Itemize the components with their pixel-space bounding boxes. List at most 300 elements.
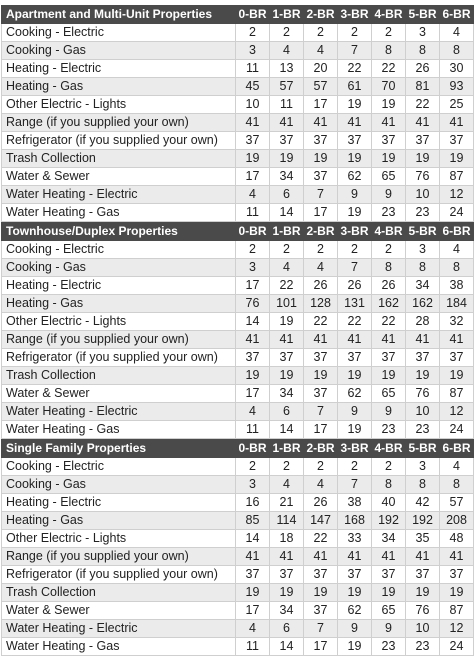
value-cell: 23 (372, 204, 406, 222)
value-cell: 19 (304, 367, 338, 385)
table-row (2, 403, 474, 421)
value-cell: 19 (338, 638, 372, 656)
value-cell: 11 (236, 421, 270, 439)
row-label: Water Heating - Electric (2, 403, 236, 421)
value-cell: 23 (406, 638, 440, 656)
value-cell: 57 (270, 78, 304, 96)
column-header: 6-BR (440, 223, 474, 241)
column-header: 0-BR (236, 223, 270, 241)
table-row (2, 385, 474, 403)
value-cell: 26 (304, 277, 338, 295)
value-cell: 19 (338, 584, 372, 602)
value-cell: 9 (372, 186, 406, 204)
value-cell: 2 (236, 24, 270, 42)
value-cell: 7 (304, 620, 338, 638)
value-cell: 7 (304, 186, 338, 204)
value-cell: 4 (270, 259, 304, 277)
value-cell: 17 (304, 204, 338, 222)
value-cell: 41 (236, 331, 270, 349)
value-cell: 2 (304, 241, 338, 259)
value-cell: 19 (440, 367, 474, 385)
table-row (2, 476, 474, 494)
section-header-row (2, 440, 474, 458)
column-header: 3-BR (338, 223, 372, 241)
row-label: Heating - Electric (2, 60, 236, 78)
value-cell: 41 (270, 114, 304, 132)
value-cell: 76 (406, 168, 440, 186)
value-cell: 34 (406, 277, 440, 295)
row-label: Range (if you supplied your own) (2, 114, 236, 132)
column-header: 1-BR (270, 440, 304, 458)
value-cell: 62 (338, 168, 372, 186)
value-cell: 4 (236, 620, 270, 638)
row-label: Cooking - Electric (2, 24, 236, 42)
value-cell: 4 (304, 476, 338, 494)
value-cell: 19 (236, 150, 270, 168)
value-cell: 4 (304, 259, 338, 277)
column-header: 3-BR (338, 440, 372, 458)
value-cell: 41 (440, 331, 474, 349)
value-cell: 2 (270, 458, 304, 476)
value-cell: 11 (236, 638, 270, 656)
value-cell: 3 (406, 458, 440, 476)
value-cell: 22 (338, 313, 372, 331)
value-cell: 37 (406, 349, 440, 367)
value-cell: 37 (270, 132, 304, 150)
column-header: 5-BR (406, 6, 440, 24)
value-cell: 19 (270, 367, 304, 385)
value-cell: 34 (270, 602, 304, 620)
value-cell: 2 (338, 241, 372, 259)
value-cell: 22 (270, 277, 304, 295)
row-label: Water Heating - Gas (2, 638, 236, 656)
table-row (2, 150, 474, 168)
row-label: Cooking - Gas (2, 42, 236, 60)
section-header-row (2, 6, 474, 24)
table-row (2, 60, 474, 78)
table-row (2, 295, 474, 313)
value-cell: 184 (440, 295, 474, 313)
value-cell: 19 (338, 150, 372, 168)
value-cell: 18 (270, 530, 304, 548)
table-row (2, 96, 474, 114)
value-cell: 14 (236, 313, 270, 331)
value-cell: 65 (372, 385, 406, 403)
row-label: Water & Sewer (2, 385, 236, 403)
value-cell: 14 (270, 204, 304, 222)
value-cell: 19 (372, 150, 406, 168)
row-label: Trash Collection (2, 150, 236, 168)
value-cell: 37 (304, 385, 338, 403)
value-cell: 33 (338, 530, 372, 548)
value-cell: 4 (304, 42, 338, 60)
value-cell: 3 (406, 241, 440, 259)
column-header: 5-BR (406, 223, 440, 241)
value-cell: 6 (270, 186, 304, 204)
value-cell: 41 (304, 331, 338, 349)
value-cell: 21 (270, 494, 304, 512)
value-cell: 26 (338, 277, 372, 295)
row-label: Range (if you supplied your own) (2, 548, 236, 566)
value-cell: 24 (440, 638, 474, 656)
value-cell: 37 (406, 132, 440, 150)
row-label: Heating - Electric (2, 277, 236, 295)
value-cell: 41 (338, 548, 372, 566)
value-cell: 45 (236, 78, 270, 96)
value-cell: 41 (236, 114, 270, 132)
value-cell: 3 (236, 476, 270, 494)
townhouse-table (1, 222, 474, 439)
value-cell: 37 (236, 132, 270, 150)
value-cell: 9 (338, 620, 372, 638)
column-header: 1-BR (270, 6, 304, 24)
value-cell: 2 (338, 24, 372, 42)
value-cell: 8 (406, 476, 440, 494)
value-cell: 2 (236, 458, 270, 476)
value-cell: 81 (406, 78, 440, 96)
value-cell: 19 (406, 367, 440, 385)
value-cell: 65 (372, 168, 406, 186)
section-title: Single Family Properties (2, 440, 236, 458)
value-cell: 147 (304, 512, 338, 530)
table-row (2, 259, 474, 277)
row-label: Heating - Gas (2, 78, 236, 96)
value-cell: 22 (304, 313, 338, 331)
value-cell: 87 (440, 602, 474, 620)
value-cell: 37 (304, 566, 338, 584)
table-row (2, 638, 474, 656)
value-cell: 17 (236, 168, 270, 186)
row-label: Trash Collection (2, 584, 236, 602)
value-cell: 61 (338, 78, 372, 96)
table-row (2, 277, 474, 295)
value-cell: 70 (372, 78, 406, 96)
row-label: Cooking - Electric (2, 458, 236, 476)
column-header: 3-BR (338, 6, 372, 24)
value-cell: 41 (338, 331, 372, 349)
row-label: Other Electric - Lights (2, 313, 236, 331)
value-cell: 17 (304, 421, 338, 439)
column-header: 2-BR (304, 6, 338, 24)
value-cell: 19 (406, 584, 440, 602)
value-cell: 11 (236, 60, 270, 78)
value-cell: 37 (270, 566, 304, 584)
value-cell: 162 (406, 295, 440, 313)
value-cell: 65 (372, 602, 406, 620)
row-label: Range (if you supplied your own) (2, 331, 236, 349)
table-row (2, 204, 474, 222)
value-cell: 19 (440, 150, 474, 168)
value-cell: 23 (372, 638, 406, 656)
value-cell: 87 (440, 168, 474, 186)
value-cell: 19 (236, 584, 270, 602)
table-row (2, 132, 474, 150)
value-cell: 192 (372, 512, 406, 530)
value-cell: 11 (270, 96, 304, 114)
value-cell: 76 (406, 602, 440, 620)
value-cell: 19 (270, 313, 304, 331)
value-cell: 6 (270, 620, 304, 638)
value-cell: 2 (236, 241, 270, 259)
value-cell: 30 (440, 60, 474, 78)
value-cell: 41 (406, 114, 440, 132)
value-cell: 13 (270, 60, 304, 78)
value-cell: 10 (406, 620, 440, 638)
value-cell: 8 (440, 476, 474, 494)
value-cell: 101 (270, 295, 304, 313)
row-label: Other Electric - Lights (2, 96, 236, 114)
value-cell: 37 (440, 349, 474, 367)
value-cell: 37 (338, 349, 372, 367)
value-cell: 22 (372, 60, 406, 78)
value-cell: 2 (270, 241, 304, 259)
value-cell: 37 (236, 566, 270, 584)
value-cell: 19 (372, 584, 406, 602)
value-cell: 28 (406, 313, 440, 331)
table-row (2, 168, 474, 186)
value-cell: 42 (406, 494, 440, 512)
value-cell: 37 (372, 349, 406, 367)
value-cell: 57 (440, 494, 474, 512)
value-cell: 17 (236, 602, 270, 620)
value-cell: 12 (440, 620, 474, 638)
column-header: 6-BR (440, 440, 474, 458)
row-label: Refrigerator (if you supplied your own) (2, 132, 236, 150)
value-cell: 12 (440, 403, 474, 421)
value-cell: 7 (304, 403, 338, 421)
row-label: Water Heating - Gas (2, 421, 236, 439)
value-cell: 26 (372, 277, 406, 295)
value-cell: 2 (304, 458, 338, 476)
value-cell: 93 (440, 78, 474, 96)
value-cell: 87 (440, 385, 474, 403)
value-cell: 19 (406, 150, 440, 168)
value-cell: 41 (372, 331, 406, 349)
value-cell: 3 (406, 24, 440, 42)
value-cell: 192 (406, 512, 440, 530)
column-header: 0-BR (236, 6, 270, 24)
value-cell: 8 (372, 476, 406, 494)
section-title: Apartment and Multi-Unit Properties (2, 6, 236, 24)
value-cell: 19 (440, 584, 474, 602)
value-cell: 19 (372, 367, 406, 385)
value-cell: 2 (372, 24, 406, 42)
value-cell: 37 (304, 602, 338, 620)
table-row (2, 114, 474, 132)
table-row (2, 367, 474, 385)
value-cell: 20 (304, 60, 338, 78)
table-row (2, 78, 474, 96)
value-cell: 37 (304, 168, 338, 186)
value-cell: 10 (236, 96, 270, 114)
value-cell: 7 (338, 259, 372, 277)
value-cell: 41 (270, 548, 304, 566)
section-header-row (2, 223, 474, 241)
value-cell: 4 (270, 42, 304, 60)
value-cell: 62 (338, 385, 372, 403)
value-cell: 4 (440, 24, 474, 42)
table-row (2, 494, 474, 512)
value-cell: 17 (304, 638, 338, 656)
row-label: Cooking - Gas (2, 259, 236, 277)
value-cell: 17 (236, 277, 270, 295)
table-row (2, 620, 474, 638)
value-cell: 208 (440, 512, 474, 530)
row-label: Trash Collection (2, 367, 236, 385)
row-label: Heating - Gas (2, 295, 236, 313)
value-cell: 6 (270, 403, 304, 421)
value-cell: 19 (338, 96, 372, 114)
value-cell: 85 (236, 512, 270, 530)
value-cell: 12 (440, 186, 474, 204)
value-cell: 37 (372, 132, 406, 150)
value-cell: 37 (440, 132, 474, 150)
row-label: Water & Sewer (2, 168, 236, 186)
value-cell: 38 (440, 277, 474, 295)
value-cell: 24 (440, 421, 474, 439)
value-cell: 37 (270, 349, 304, 367)
value-cell: 26 (406, 60, 440, 78)
row-label: Other Electric - Lights (2, 530, 236, 548)
value-cell: 19 (304, 150, 338, 168)
value-cell: 23 (406, 204, 440, 222)
table-row (2, 512, 474, 530)
table-row (2, 530, 474, 548)
value-cell: 37 (304, 132, 338, 150)
value-cell: 37 (338, 566, 372, 584)
value-cell: 41 (440, 114, 474, 132)
value-cell: 41 (406, 331, 440, 349)
value-cell: 19 (372, 96, 406, 114)
value-cell: 2 (338, 458, 372, 476)
value-cell: 32 (440, 313, 474, 331)
value-cell: 4 (440, 241, 474, 259)
single-family-table (1, 439, 474, 656)
value-cell: 19 (338, 421, 372, 439)
value-cell: 128 (304, 295, 338, 313)
value-cell: 9 (338, 186, 372, 204)
value-cell: 76 (406, 385, 440, 403)
value-cell: 76 (236, 295, 270, 313)
row-label: Refrigerator (if you supplied your own) (2, 349, 236, 367)
value-cell: 168 (338, 512, 372, 530)
value-cell: 41 (372, 114, 406, 132)
value-cell: 9 (372, 403, 406, 421)
value-cell: 4 (440, 458, 474, 476)
table-row (2, 42, 474, 60)
table-row (2, 548, 474, 566)
column-header: 0-BR (236, 440, 270, 458)
apartment-table (1, 5, 474, 222)
value-cell: 2 (372, 241, 406, 259)
value-cell: 9 (372, 620, 406, 638)
value-cell: 41 (338, 114, 372, 132)
row-label: Water Heating - Electric (2, 186, 236, 204)
column-header: 5-BR (406, 440, 440, 458)
value-cell: 19 (270, 150, 304, 168)
row-label: Cooking - Gas (2, 476, 236, 494)
row-label: Heating - Gas (2, 512, 236, 530)
value-cell: 16 (236, 494, 270, 512)
table-row (2, 458, 474, 476)
value-cell: 162 (372, 295, 406, 313)
value-cell: 25 (440, 96, 474, 114)
row-label: Water Heating - Gas (2, 204, 236, 222)
value-cell: 2 (304, 24, 338, 42)
value-cell: 10 (406, 403, 440, 421)
row-label: Water & Sewer (2, 602, 236, 620)
value-cell: 7 (338, 42, 372, 60)
value-cell: 3 (236, 259, 270, 277)
value-cell: 10 (406, 186, 440, 204)
column-header: 4-BR (372, 223, 406, 241)
table-row (2, 313, 474, 331)
value-cell: 14 (236, 530, 270, 548)
value-cell: 26 (304, 494, 338, 512)
value-cell: 7 (338, 476, 372, 494)
column-header: 2-BR (304, 440, 338, 458)
table-row (2, 186, 474, 204)
value-cell: 2 (270, 24, 304, 42)
table-row (2, 566, 474, 584)
value-cell: 23 (372, 421, 406, 439)
value-cell: 57 (304, 78, 338, 96)
value-cell: 41 (406, 548, 440, 566)
value-cell: 41 (304, 548, 338, 566)
value-cell: 41 (304, 114, 338, 132)
value-cell: 8 (372, 42, 406, 60)
value-cell: 2 (372, 458, 406, 476)
value-cell: 40 (372, 494, 406, 512)
value-cell: 41 (270, 331, 304, 349)
value-cell: 38 (338, 494, 372, 512)
value-cell: 8 (440, 259, 474, 277)
row-label: Heating - Electric (2, 494, 236, 512)
value-cell: 37 (372, 566, 406, 584)
value-cell: 14 (270, 421, 304, 439)
column-header: 1-BR (270, 223, 304, 241)
value-cell: 34 (372, 530, 406, 548)
column-header: 4-BR (372, 440, 406, 458)
value-cell: 62 (338, 602, 372, 620)
value-cell: 11 (236, 204, 270, 222)
column-header: 4-BR (372, 6, 406, 24)
table-row (2, 584, 474, 602)
value-cell: 22 (304, 530, 338, 548)
value-cell: 3 (236, 42, 270, 60)
value-cell: 8 (440, 42, 474, 60)
value-cell: 19 (236, 367, 270, 385)
value-cell: 23 (406, 421, 440, 439)
table-row (2, 241, 474, 259)
value-cell: 41 (440, 548, 474, 566)
value-cell: 35 (406, 530, 440, 548)
value-cell: 9 (338, 403, 372, 421)
value-cell: 22 (338, 60, 372, 78)
column-header: 2-BR (304, 223, 338, 241)
value-cell: 22 (372, 313, 406, 331)
value-cell: 37 (304, 349, 338, 367)
value-cell: 37 (440, 566, 474, 584)
value-cell: 17 (304, 96, 338, 114)
value-cell: 19 (270, 584, 304, 602)
table-row (2, 421, 474, 439)
value-cell: 4 (236, 403, 270, 421)
table-row (2, 349, 474, 367)
value-cell: 17 (236, 385, 270, 403)
value-cell: 131 (338, 295, 372, 313)
value-cell: 8 (372, 259, 406, 277)
